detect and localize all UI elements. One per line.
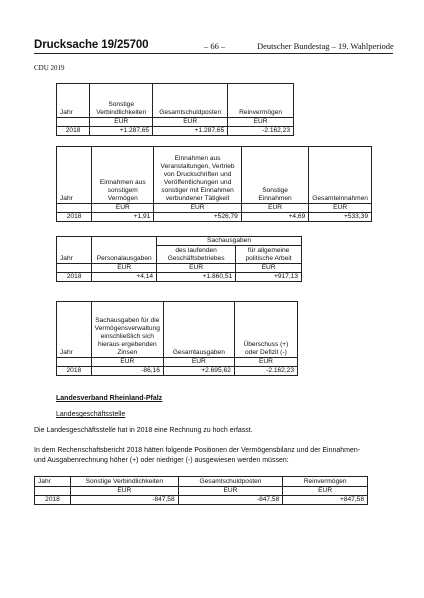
cell-year: 2018: [57, 127, 90, 136]
parliament-label: Deutscher Bundestag – 19. Wahlperiode: [257, 41, 394, 51]
paragraph-line: und Ausgabenrechnung höher (+) oder niedriger (-) ausgewiesen werden müssen:: [34, 457, 289, 464]
unit-label: EUR: [241, 204, 308, 213]
col-header-asset-management: Sachausgaben für die Vermögensverwaltung einschließlich sich hieraus ergebenden Zinsen: [91, 302, 163, 358]
col-header-other-liabilities: Sonstige Verbindlichkeiten: [90, 84, 153, 118]
col-header-total-expenses: Gesamtausgaben: [163, 302, 234, 358]
cell-value: -2.162,23: [228, 127, 294, 136]
table-row: [57, 213, 372, 222]
cell-value: +526,79: [154, 213, 242, 222]
col-header-total-debt: Gesamtschuldposten: [153, 84, 228, 118]
unit-label: EUR: [157, 264, 236, 273]
paragraph: Die Landesgeschäftsstelle hat in 2018 eine Rechnung zu hoch erfasst.: [34, 427, 253, 434]
cell-value: +1,91: [92, 213, 154, 222]
cell-value: +4,14: [92, 273, 157, 282]
cell-year: 2018: [57, 273, 92, 282]
unit-label: EUR: [228, 118, 294, 127]
cell-year: 2018: [57, 367, 92, 376]
cell-value: +1.287,65: [153, 127, 228, 136]
unit-label: EUR: [90, 118, 153, 127]
cell-value: +4,69: [241, 213, 308, 222]
party-year-label: CDU 2019: [34, 64, 65, 72]
cell-value: -86,16: [91, 367, 163, 376]
unit-label: EUR: [92, 264, 157, 273]
table-row: [57, 273, 302, 282]
unit-label: EUR: [92, 204, 154, 213]
col-header-political-work: für allgemeine politische Arbeit: [236, 246, 302, 264]
col-header-year: Jahr: [57, 84, 90, 118]
col-header-year: Jahr: [35, 477, 71, 487]
col-header-total-income: Gesamteinnahmen: [309, 147, 372, 204]
cell-year: 2018: [35, 496, 71, 505]
unit-label: EUR: [283, 487, 368, 496]
col-header-total-debt: Gesamtschuldposten: [178, 477, 283, 487]
cell-value: +1.860,51: [157, 273, 236, 282]
table-row: [57, 127, 294, 136]
table-result: [56, 301, 298, 376]
unit-label: EUR: [71, 487, 179, 496]
page-number: – 66 –: [204, 41, 226, 51]
header-rule: [34, 53, 393, 54]
unit-label: EUR: [163, 358, 234, 367]
cell-value: +917,13: [236, 273, 302, 282]
unit-label: EUR: [234, 358, 297, 367]
col-header-net-assets: Reinvermögen: [228, 84, 294, 118]
section-title: Landesverband Rheinland-Pfalz: [56, 395, 163, 402]
paragraph-line: In dem Rechenschaftsbericht 2018 hätten folgende Positionen der Vermögensbilanz und der Einnahmen-: [34, 447, 361, 454]
col-header-year: Jahr: [57, 302, 92, 358]
col-header-other-income: Sonstige Einnahmen: [241, 147, 308, 204]
table-row: [35, 496, 368, 505]
unit-label: EUR: [91, 358, 163, 367]
unit-label: EUR: [178, 487, 283, 496]
col-header-business-operations: des laufenden Geschäftsbetriebes: [157, 246, 236, 264]
cell-value: +847,58: [283, 496, 368, 505]
col-header-net-assets: Reinvermögen: [283, 477, 368, 487]
table-liabilities-rlp: [34, 476, 368, 505]
table-revenue: [56, 146, 372, 222]
cell-value: +2.695,62: [163, 367, 234, 376]
unit-label: EUR: [309, 204, 372, 213]
cell-value: -847,58: [71, 496, 179, 505]
unit-label: EUR: [153, 118, 228, 127]
cell-value: -2.162,23: [234, 367, 297, 376]
section-subtitle: Landesgeschäftsstelle: [56, 411, 126, 418]
col-header-year: Jahr: [57, 147, 92, 204]
document-number: Drucksache 19/25700: [34, 39, 149, 51]
cell-value: +1.287,65: [90, 127, 153, 136]
col-header-material-expenses: Sachausgaben: [157, 237, 302, 246]
table-liabilities: [56, 83, 294, 136]
col-header-other-liabilities: Sonstige Verbindlichkeiten: [71, 477, 179, 487]
cell-value: +533,39: [309, 213, 372, 222]
unit-label: EUR: [236, 264, 302, 273]
cell-value: -847,58: [178, 496, 283, 505]
col-header-income-other-assets: Einnahmen aus sonstigem Vermögen: [92, 147, 154, 204]
cell-year: 2018: [57, 213, 92, 222]
col-header-personnel: Personalausgaben: [92, 237, 157, 264]
unit-label: EUR: [154, 204, 242, 213]
table-expenses: [56, 236, 302, 282]
col-header-surplus-deficit: Überschuss (+) oder Defizit (-): [234, 302, 297, 358]
col-header-year: Jahr: [57, 237, 92, 264]
table-row: [57, 367, 298, 376]
col-header-income-events: Einnahmen aus Veranstaltungen, Vertrieb von Druckschriften und Veröffentlichungen und sonstiger mit Einnahmen verbundener Tätigkeit: [154, 147, 242, 204]
